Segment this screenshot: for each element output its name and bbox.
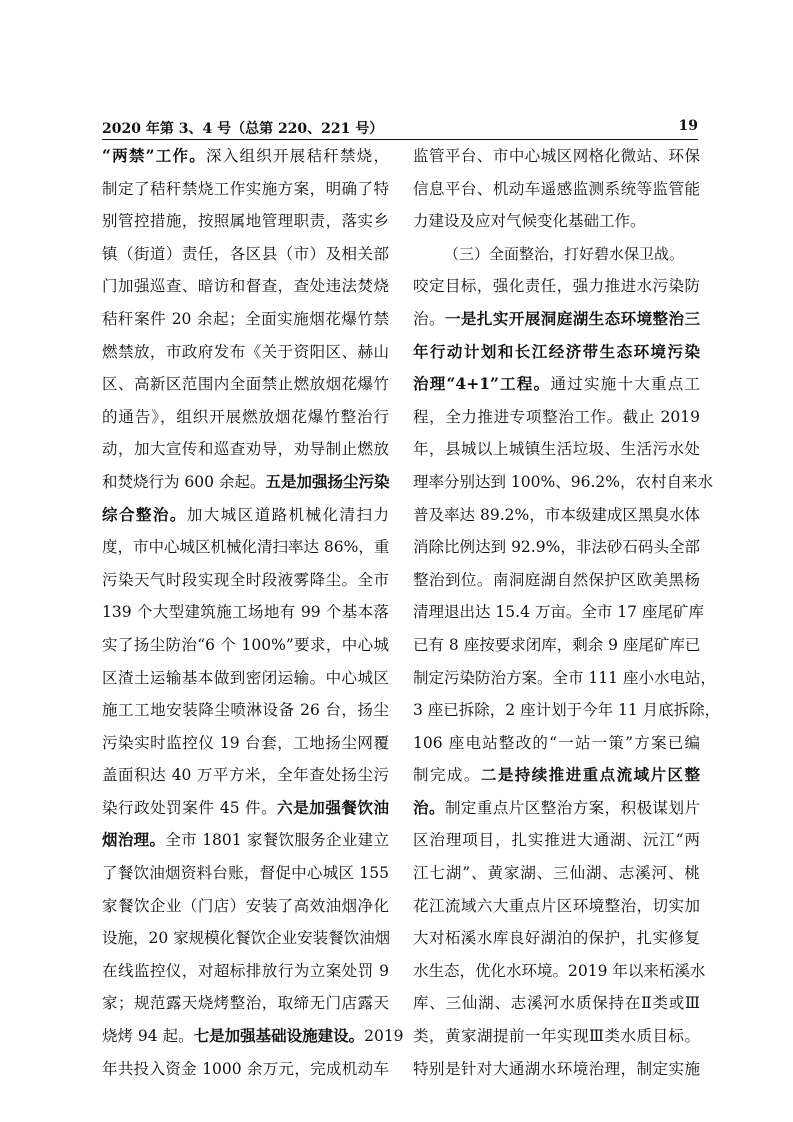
text-line [413, 759, 700, 792]
text-run: 库、三仙湖、志溪河水质保持在Ⅱ类或Ⅲ [413, 994, 700, 1013]
text-run: 加大城区道路机械化清扫力 [186, 505, 389, 524]
text-line [102, 433, 389, 466]
text-run: 大对柘溪水库良好湖泊的保护，扎实修复 [413, 929, 700, 948]
text-run: 门加强巡查、暗访和督查，查处违法焚烧 [102, 277, 389, 296]
text-run: 设施，20 家规模化餐饮企业安装餐饮油烟 [102, 929, 391, 948]
text-run: 106 座电站整改的“一站一策”方案已编 [413, 733, 700, 752]
text-run: 已有 8 座按要求闭库，剩余 9 座尾矿库已 [413, 635, 701, 654]
text-run: 普及率达 89.2%，市本级建成区黑臭水体 [413, 505, 700, 524]
text-line [413, 727, 700, 760]
text-run: 江七湖”、黄家湖、三仙湖、志溪河、桃 [413, 864, 700, 883]
text-run: 家餐饮企业（门店）安装了高效油烟净化 [102, 896, 389, 915]
text-line [102, 140, 389, 173]
text-line [102, 759, 389, 792]
text-run: 烧烤 94 起。 [102, 1027, 194, 1046]
text-line [413, 662, 716, 695]
text-run: 理率分别达到 100%、96.2%，农村自来水 [413, 472, 713, 491]
text-line [413, 303, 700, 336]
text-line [102, 1053, 389, 1086]
text-run: 和焚烧行为 600 余起。 [102, 472, 266, 491]
text-run: 类，黄家湖提前一年实现Ⅲ类水质目标。 [413, 1027, 700, 1046]
text-line [102, 205, 389, 238]
bold-text-run: 二是持续推进重点流域片区整 [480, 765, 700, 785]
text-line [413, 433, 700, 466]
text-line [102, 499, 389, 532]
text-run: 施工工地安装降尘喷淋设备 26 台，扬尘 [102, 701, 389, 720]
text-line [102, 824, 389, 857]
text-run: 特别是针对大通湖水环境治理，制定实施 [413, 1059, 700, 1078]
text-run: 区渣土运输基本做到密闭运输。中心城区 [102, 668, 389, 687]
text-run: 年共投入资金 1000 余万元，完成机动车 [102, 1059, 389, 1078]
text-run: 整治到位。南洞庭湖自然保护区欧美黑杨 [413, 570, 700, 589]
text-line [413, 238, 700, 271]
text-run: 区、高新区范围内全面禁止燃放烟花爆竹 [102, 375, 389, 394]
text-line [413, 694, 721, 727]
text-line [102, 531, 389, 564]
bold-text-run: 治。 [413, 797, 445, 817]
text-run: 了餐饮油烟资料台账，督促中心城区 155 [102, 864, 389, 883]
text-line [413, 368, 700, 401]
text-line [413, 205, 700, 238]
text-run: 深入组织开展秸秆禁烧， [206, 147, 389, 165]
text-run: 盖面积达 40 万平方米，全年查处扬尘污 [102, 766, 389, 785]
text-line [413, 629, 700, 662]
bold-text-run: 五是加强扬尘污染 [265, 471, 390, 491]
text-run: 燃禁放，市政府发布《关于资阳区、赫山 [102, 342, 389, 361]
text-line [102, 987, 389, 1020]
bold-text-run: 烟治理。 [102, 830, 166, 850]
text-run: 制定了秸秆禁烧工作实施方案，明确了特 [102, 179, 389, 198]
text-run: 制定污染防治方案。全市 111 座小水电站， [413, 668, 716, 687]
text-line [102, 336, 389, 369]
text-run: 力建设及应对气候变化基础工作。 [413, 212, 646, 231]
bold-text-run: 六是加强餐饮油 [277, 797, 389, 817]
text-line [413, 792, 700, 825]
right-column [413, 140, 721, 1085]
text-line [102, 694, 389, 727]
page-header [102, 116, 698, 138]
text-line [102, 727, 389, 760]
text-run: 制完成。 [413, 766, 481, 785]
text-run: 制定重点片区整治方案，积极谋划片 [444, 798, 700, 817]
text-run: 区治理项目，扎实推进大通湖、沅江“两 [413, 831, 700, 850]
text-line [413, 824, 700, 857]
text-run: 污染实时监控仪 19 台套，工地扬尘网覆 [102, 733, 389, 752]
text-run: 的通告》，组织开展燃放烟花爆竹整治行 [102, 407, 389, 426]
text-run: 度，市中心城区机械化清扫率达 86%，重 [102, 538, 390, 557]
section-heading: （三）全面整治，打好碧水保卫战。 [444, 244, 685, 263]
text-line [413, 499, 700, 532]
text-line [413, 401, 700, 434]
text-line [102, 792, 389, 825]
text-run: 2019 [364, 1027, 404, 1046]
text-line [102, 890, 389, 923]
text-line [102, 922, 389, 955]
text-run: 年，县城以上城镇生活垃圾、生活污水处 [413, 440, 700, 459]
text-line [413, 173, 700, 206]
page-number: 19 [678, 118, 698, 134]
text-run: 程，全力推进专项整治工作。截止 2019 [413, 407, 700, 426]
text-line [413, 1053, 700, 1086]
text-line [102, 173, 389, 206]
text-run: 信息平台、机动车遥感监测系统等监管能 [413, 179, 700, 198]
text-line [102, 368, 389, 401]
text-line [102, 401, 389, 434]
text-run: 别管控措施，按照属地管理职责，落实乡 [102, 212, 389, 231]
text-run: 镇（街道）责任，各区县（市）及相关部 [102, 244, 389, 263]
text-run: 在线监控仪，对超标排放行为立案处罚 9 [102, 961, 389, 980]
text-run: 污染天气时段实现全时段液雾降尘。全市 [102, 570, 389, 589]
text-run: 染行政处罚案件 45 件。 [102, 798, 278, 817]
text-run: 水生态，优化水环境。2019 年以来柘溪水 [413, 961, 706, 980]
text-line [102, 270, 389, 303]
text-run: 3 座已拆除，2 座计划于今年 11 月底拆除， [413, 701, 721, 720]
bold-text-run: “两禁”工作。 [102, 146, 207, 165]
text-run: 通过实施十大重点工 [550, 375, 700, 394]
text-run: 实了扬尘防治“6 个 100%”要求，中心城 [102, 635, 389, 654]
text-line [102, 1020, 404, 1053]
text-line [102, 238, 389, 271]
bold-text-run: 治理“4+1”工程。 [413, 374, 551, 394]
text-line [102, 662, 389, 695]
text-run: 139 个大型建筑施工场地有 99 个基本落 [102, 603, 389, 622]
text-line [413, 140, 700, 173]
text-line [413, 890, 700, 923]
text-line [413, 987, 700, 1020]
bold-text-run: 七是加强基础设施建设。 [193, 1026, 365, 1046]
text-line [413, 857, 700, 890]
text-run: 家；规范露天烧烤整治，取缔无门店露天 [102, 994, 389, 1013]
text-line [102, 303, 389, 336]
text-line [102, 857, 389, 890]
text-run: 咬定目标，强化责任，强力推进水污染防 [413, 277, 700, 296]
text-line [102, 629, 389, 662]
text-line [413, 955, 706, 988]
bold-text-run: 年行动计划和长江经济带生态环境污染 [413, 341, 700, 361]
text-line [102, 596, 389, 629]
text-run: 消除比例达到 92.9%，非法砂石码头全部 [413, 538, 700, 557]
text-run: 治。 [413, 309, 445, 328]
text-run: 花江流域六大重点片区环境整治，切实加 [413, 896, 700, 915]
text-line [413, 1020, 700, 1053]
text-line [413, 466, 713, 499]
bold-text-run: 一是扎实开展洞庭湖生态环境整治三 [444, 308, 700, 328]
text-run: 动，加大宣传和巡查劝导，劝导制止燃放 [102, 440, 389, 459]
text-line [413, 270, 700, 303]
bold-text-run: 综合整治。 [102, 504, 187, 524]
text-run: 全市 1801 家餐饮服务企业建立 [165, 831, 389, 850]
text-line [102, 466, 389, 499]
text-line [413, 922, 700, 955]
text-line [413, 564, 700, 597]
text-run: 清理退出达 15.4 万亩。全市 17 座尾矿库 [413, 603, 704, 622]
left-column [102, 140, 404, 1085]
text-line [413, 596, 704, 629]
text-run: 监管平台、市中心城区网格化微站、环保 [413, 147, 700, 165]
text-line [413, 531, 700, 564]
text-run: 秸秆案件 20 余起；全面实施烟花爆竹禁 [102, 309, 389, 328]
issue-info: 2020 年第 3、4 号（总第 220、221 号） [102, 121, 384, 137]
text-line [413, 336, 700, 369]
text-line [102, 564, 389, 597]
text-line [102, 955, 389, 988]
